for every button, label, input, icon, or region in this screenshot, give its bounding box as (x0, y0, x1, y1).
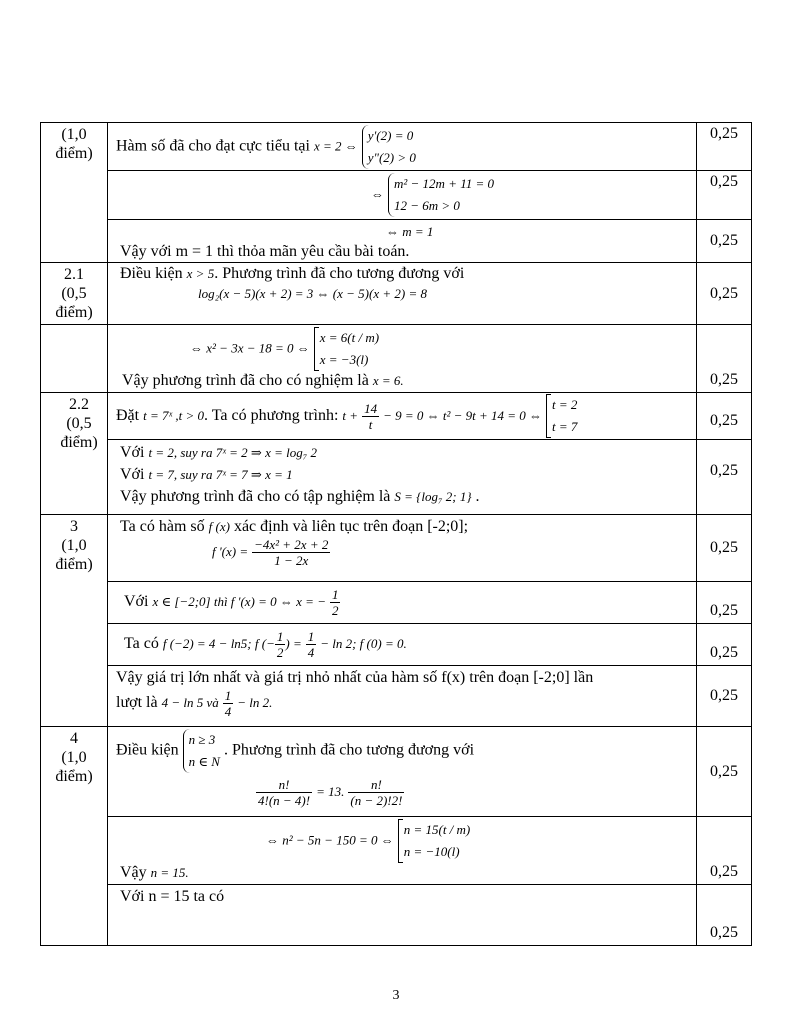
math-expression: ) = (285, 636, 302, 652)
fraction-denominator: 4 (307, 645, 315, 660)
question-label-cell (41, 123, 108, 263)
solution-bracket (398, 819, 471, 863)
bracket-line: x = 6(t / m) (319, 330, 380, 345)
answer-table (40, 122, 752, 946)
bracket-line: t = 2 (552, 397, 578, 412)
table-row (41, 582, 752, 624)
table-row (41, 885, 752, 946)
answer-text: xác định và liên tục trên đoạn [-2;0]; (233, 518, 469, 535)
answer-cell (108, 123, 697, 171)
math-expression: − 9 = 0 ⇔ t² − 9t + 14 = 0 ⇔ (383, 407, 543, 423)
question-label-cell (41, 727, 108, 946)
question-label: 4 (1,0 điểm) (55, 730, 93, 785)
score-cell (697, 171, 752, 220)
system-line: 12 − 6m > 0 (394, 198, 460, 213)
answer-cell (108, 171, 697, 220)
fraction-numerator: 1 (331, 587, 339, 602)
math-expression: log₂(x − 5)(x + 2) = 3 ⇔ (x − 5)(x + 2) = 8 (198, 286, 427, 301)
answer-text: lượt là (116, 694, 158, 712)
score-cell (697, 393, 752, 440)
bracket-line: t = 7 (552, 419, 578, 434)
score: 0,25 (710, 173, 738, 190)
math-expression: t = 7ˣ ,t > 0 (143, 407, 205, 423)
answer-text: Với (120, 444, 145, 461)
question-label-cell (41, 263, 108, 325)
score: 0,25 (710, 687, 738, 704)
score-cell (697, 263, 752, 325)
math-expression: ⇔ x² − 3x − 18 = 0 ⇔ (190, 340, 310, 356)
question-label: 3 (1,0 điểm) (55, 518, 93, 573)
answer-text: Điều kiện (116, 741, 179, 759)
answer-text: Điều kiện (120, 265, 183, 282)
answer-cell (108, 817, 697, 885)
table-row (41, 727, 752, 817)
answer-text: . Ta có phương trình: (204, 406, 339, 424)
fraction (252, 537, 330, 568)
fraction-numerator: n! (348, 777, 404, 793)
fraction-denominator: 4!(n − 4)! (258, 793, 311, 808)
answer-text: Vậy phương trình đã cho có nghiệm là (122, 372, 369, 389)
answer-text: . (475, 488, 480, 505)
fraction-numerator: −4x² + 2x + 2 (254, 537, 329, 552)
score-cell (697, 885, 752, 946)
question-label: 2.2 (0,5 điểm) (60, 396, 98, 451)
answer-text: Vậy với m = 1 thì thỏa mãn yêu cầu bài toán. (120, 243, 410, 260)
answer-text: Với (120, 466, 145, 483)
answer-cell (108, 440, 697, 515)
math-expression: ⇔ (371, 186, 384, 202)
answer-text: . Phương trình đã cho tương đương với (214, 265, 465, 282)
table-row (41, 624, 752, 666)
question-label-cell (41, 393, 108, 515)
answer-text: Hàm số đã cho đạt cực tiểu tại (116, 137, 310, 155)
score: 0,25 (710, 863, 738, 880)
page-number: 3 (392, 988, 400, 1003)
table-row (41, 171, 752, 220)
answer-cell (108, 624, 697, 666)
system-line: n ≥ 3 (188, 732, 216, 747)
equation-system (183, 729, 220, 773)
fraction-denominator: t (368, 416, 373, 432)
math-expression: x ∈ [−2;0] thì f '(x) = 0 ⇔ x = − (152, 594, 326, 610)
score: 0,25 (710, 462, 738, 479)
answer-cell (108, 666, 697, 727)
answer-cell (108, 325, 697, 393)
fraction (256, 777, 312, 808)
fraction (348, 777, 404, 808)
score-cell (697, 515, 752, 582)
answer-text: Ta có hàm số (120, 518, 205, 535)
fraction (330, 587, 341, 618)
answer-cell (108, 727, 697, 817)
math-expression: x = 6. (372, 373, 404, 388)
score-cell (697, 727, 752, 817)
solution-bracket (546, 394, 577, 438)
math-expression: f (x) (208, 519, 230, 534)
math-expression: t + (342, 407, 359, 423)
question-label-cell (41, 325, 108, 393)
solution-bracket (314, 327, 379, 371)
math-expression: − ln 2; f (0) = 0. (320, 636, 407, 652)
score: 0,25 (710, 644, 738, 661)
table-row (41, 515, 752, 582)
answer-cell (108, 220, 697, 263)
table-row (41, 220, 752, 263)
score: 0,25 (710, 762, 738, 780)
answer-text: . Phương trình đã cho tương đương với (223, 741, 475, 759)
equation-system (388, 173, 494, 217)
system-line: m² − 12m + 11 = 0 (394, 176, 495, 191)
score: 0,25 (710, 284, 738, 302)
math-expression: S = {log₇ 2; 1} (394, 489, 472, 504)
question-label: (1,0 điểm) (55, 126, 93, 162)
score-cell (697, 325, 752, 393)
answer-text: Vậy giá trị lớn nhất và giá trị nhỏ nhất của hàm số f(x) trên đoạn [-2;0] lần (116, 669, 594, 686)
table-row (41, 325, 752, 393)
fraction-denominator: 2 (331, 603, 339, 618)
math-expression: ⇔ n² − 5n − 150 = 0 ⇔ (266, 832, 394, 848)
answer-text: Đặt (116, 406, 140, 424)
fraction-numerator: n! (256, 777, 312, 793)
score: 0,25 (710, 539, 738, 556)
score-cell (697, 817, 752, 885)
math-expression: x = 2 ⇔ (313, 138, 358, 154)
math-expression: f (−2) = 4 − ln5; f (− (162, 636, 275, 652)
table-row (41, 666, 752, 727)
answer-cell (108, 515, 697, 582)
fraction-numerator: 1 (224, 688, 232, 703)
score: 0,25 (710, 924, 738, 941)
fraction (223, 688, 234, 719)
fraction-denominator: 4 (224, 704, 232, 719)
answer-text: Với (124, 593, 149, 611)
score-cell (697, 624, 752, 666)
score-cell (697, 123, 752, 171)
math-expression: ⇔ m = 1 (386, 224, 434, 239)
math-expression: f '(x) = (212, 544, 249, 560)
answer-cell (108, 263, 697, 325)
score-cell (697, 440, 752, 515)
math-expression: 4 − ln 5 và (161, 695, 219, 711)
bracket-line: x = −3(l) (319, 352, 369, 367)
fraction-numerator: 14 (364, 400, 378, 416)
bracket-line: n = −10(l) (403, 844, 460, 859)
system-line: y"(2) > 0 (367, 150, 416, 165)
answer-text: Vậy (120, 864, 147, 881)
table-row (41, 817, 752, 885)
table-row (41, 123, 752, 171)
fraction-denominator: 2 (276, 645, 284, 660)
fraction (306, 629, 317, 660)
fraction-numerator: 1 (276, 629, 284, 644)
question-label: 2.1 (0,5 điểm) (55, 266, 93, 321)
bracket-line: n = 15(t / m) (403, 822, 471, 837)
score: 0,25 (710, 602, 738, 619)
answer-text: Vậy phương trình đã cho có tập nghiệm là (120, 488, 391, 505)
math-expression: n = 15. (150, 865, 189, 880)
score-cell (697, 666, 752, 727)
score-cell (697, 582, 752, 624)
math-expression: t = 2, suy ra 7ˣ = 2 ⇒ x = log₇ 2 (148, 445, 317, 460)
table-row (41, 393, 752, 440)
score: 0,25 (710, 371, 738, 388)
score: 0,25 (710, 125, 738, 142)
math-expression: x > 5 (186, 266, 215, 281)
question-label-cell (41, 515, 108, 727)
answer-text: Với n = 15 ta có (120, 888, 225, 905)
score: 0,25 (710, 232, 738, 249)
answer-cell (108, 885, 697, 946)
score-cell (697, 220, 752, 263)
fraction-numerator: 1 (307, 629, 315, 644)
fraction-denominator: 1 − 2x (274, 553, 309, 568)
equation-system (362, 125, 416, 169)
table-row (41, 440, 752, 515)
math-expression: = 13. (316, 784, 345, 800)
answer-cell (108, 582, 697, 624)
answer-text: Ta có (124, 635, 159, 653)
score: 0,25 (710, 412, 738, 429)
fraction (362, 401, 379, 432)
math-expression: t = 7, suy ra 7ˣ = 7 ⇒ x = 1 (148, 467, 293, 482)
fraction-denominator: (n − 2)!2! (350, 793, 403, 808)
fraction (275, 629, 286, 660)
table-row (41, 263, 752, 325)
math-expression: − ln 2. (237, 695, 273, 711)
answer-cell (108, 393, 697, 440)
system-line: n ∈ N (188, 754, 220, 769)
system-line: y'(2) = 0 (367, 128, 414, 143)
